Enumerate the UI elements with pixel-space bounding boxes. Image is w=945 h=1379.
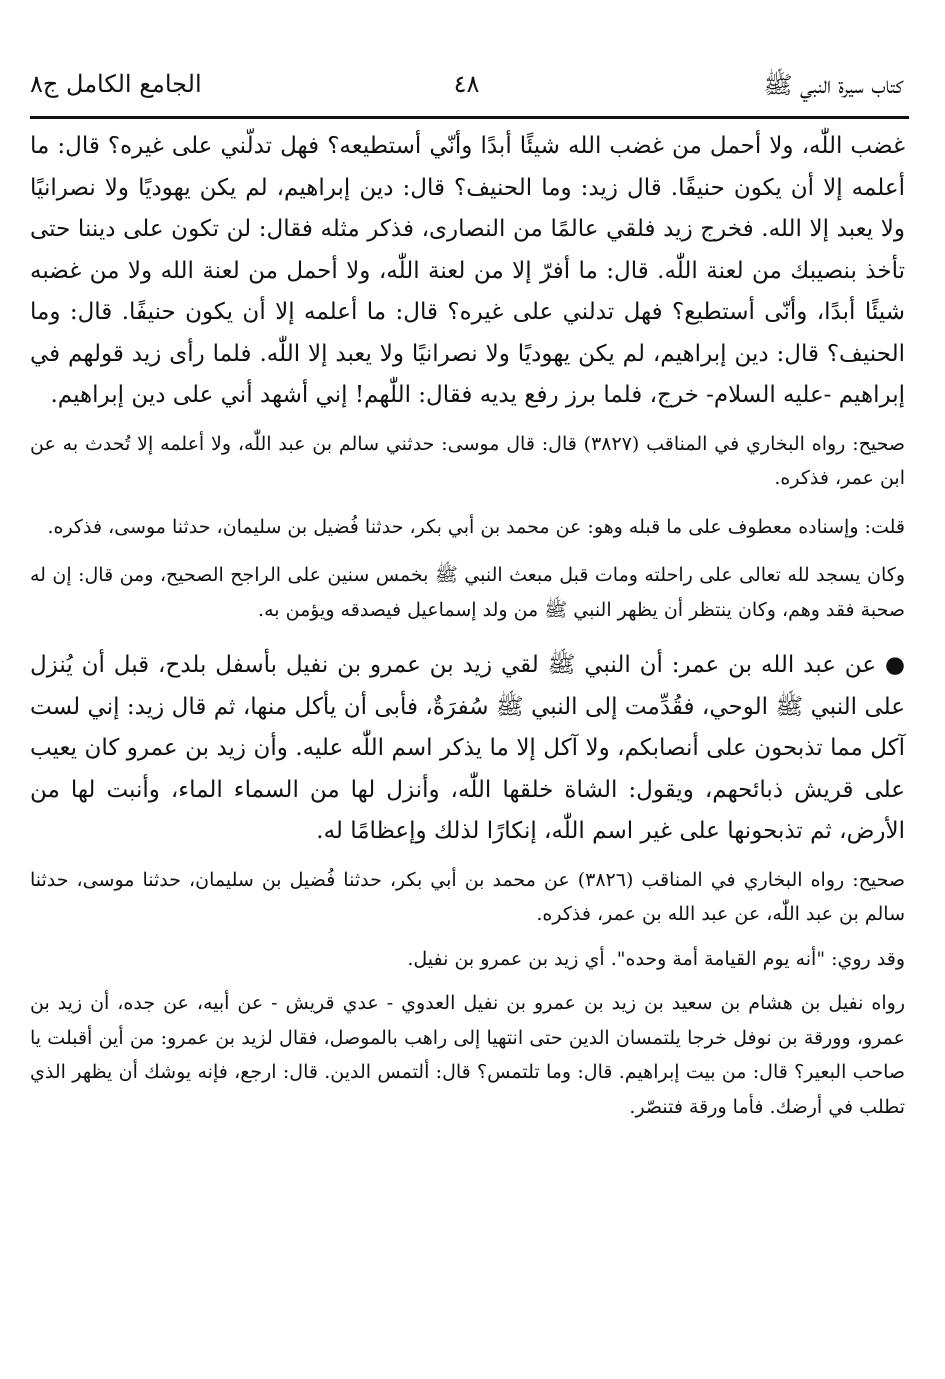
commentary-note: وكان يسجد لله تعالى على راحلته ومات قبل مبعث النبي ﷺ بخمس سنين على الراجح الصحيح، ومن قال: إن له صحبة فقد وهم، وكان ينتظر أن يظهر النبي ﷺ من ولد إسماعيل فيصدقه ويؤمن به. (30, 564, 905, 621)
series-title: الجامع الكامل ج٨ (30, 70, 202, 98)
narration-note: رواه نفيل بن هشام بن سعيد بن زيد بن عمرو بن نفيل العدوي - عدي قريش - عن أبيه، عن جده، أن زيد بن عمرو، وورقة بن نوفل خرجا يلتمسان الدين حتى انتهيا إلى راهب بالموصل، فقال لزيد بن عمرو: من أين أقبلت يا صاحب البعير؟ قال: من بيت إبراهيم. قال: وما تلتمس؟ قال: ألتمس الدين. قال: ارجع، فإنه يوشك أن يظهر الذي تطلب في أرضك. فأما ورقة فتنصّر. (30, 992, 905, 1118)
running-header (30, 70, 903, 110)
page-number: ٤٨ (453, 70, 480, 98)
hadith-grading-note: صحيح: رواه البخاري في المناقب (٣٨٢٦) عن محمد بن أبي بكر، حدثنا فُضيل بن سليمان، حدثنا موسى، حدثنا سالم بن عبد اللّٰه، عن عبد الله بن عمر، فذكره. (30, 868, 905, 925)
book-title: كتاب سيرة النبي ﷺ (763, 71, 903, 99)
header-rule (30, 116, 909, 119)
main-text-paragraph: غضب اللّٰه، ولا أحمل من غضب الله شيئًا أبدًا وأنّي أستطيعه؟ فهل تدلّني على غيره؟ قال: ما أعلمه إلا أن يكون حنيفًا. قال زيد: وما الحنيف؟ قال: دين إبراهيم، لم يكن يهوديًا ولا نصرانيًا ولا يعبد إلا الله. فخرج زيد فلقي عالمًا من النصارى، فذكر مثله فقال: لن تكون على ديننا حتى تأخذ بنصيبك من لعنة اللّٰه. قال: ما أفرّ إلا من لعنة اللّٰه، ولا أحمل من لعنة الله ولا من غضبه شيئًا أبدًا، وأنّى أستطيع؟ فهل تدلني على غيره؟ قال: ما أعلمه إلا أن يكون حنيفًا. قال: وما الحنيف؟ قال: دين إبراهيم، لم يكن يهوديًا ولا نصرانيًا ولا يعبد إلا اللّٰه. فلما رأى زيد قولهم في إبراهيم -عليه السلام- خرج، فلما برز رفع يديه فقال: اللّٰهم! إني أشهد أني على دين إبراهيم. (30, 133, 905, 408)
hadith-paragraph: ● عن عبد الله بن عمر: أن النبي ﷺ لقي زيد بن عمرو بن نفيل بأسفل بلدح، قبل أن يُنزل على النبي ﷺ الوحي، فقُدِّمت إلى النبي ﷺ سُفرَةٌ، فأبى أن يأكل منها، ثم قال زيد: إني لست آكل مما تذبحون على أنصابكم، ولا آكل إلا ما يذكر اسم اللّٰه عليه. وأن زيد بن عمرو كان يعيب على قريش ذبائحهم، ويقول: الشاة خلقها اللّٰه، وأنزل لها من السماء الماء، وأنبت لها من الأرض، ثم تذبحونها على غير اسم اللّٰه، إنكارًا لذلك وإعظامًا له. (30, 652, 905, 844)
page-body (30, 126, 905, 1124)
commentary-note: قلت: وإسناده معطوف على ما قبله وهو: عن محمد بن أبي بكر، حدثنا فُضيل بن سليمان، حدثنا موسى، فذكره. (47, 515, 905, 538)
hadith-grading-note: صحيح: رواه البخاري في المناقب (٣٨٢٧) قال: قال موسى: حدثني سالم بن عبد اللّٰه، ولا أعلمه إلا تُحدث به عن ابن عمر، فذكره. (30, 432, 905, 489)
narration-note: وقد روي: "أنه يوم القيامة أمة وحده". أي زيد بن عمرو بن نفيل. (407, 947, 905, 970)
